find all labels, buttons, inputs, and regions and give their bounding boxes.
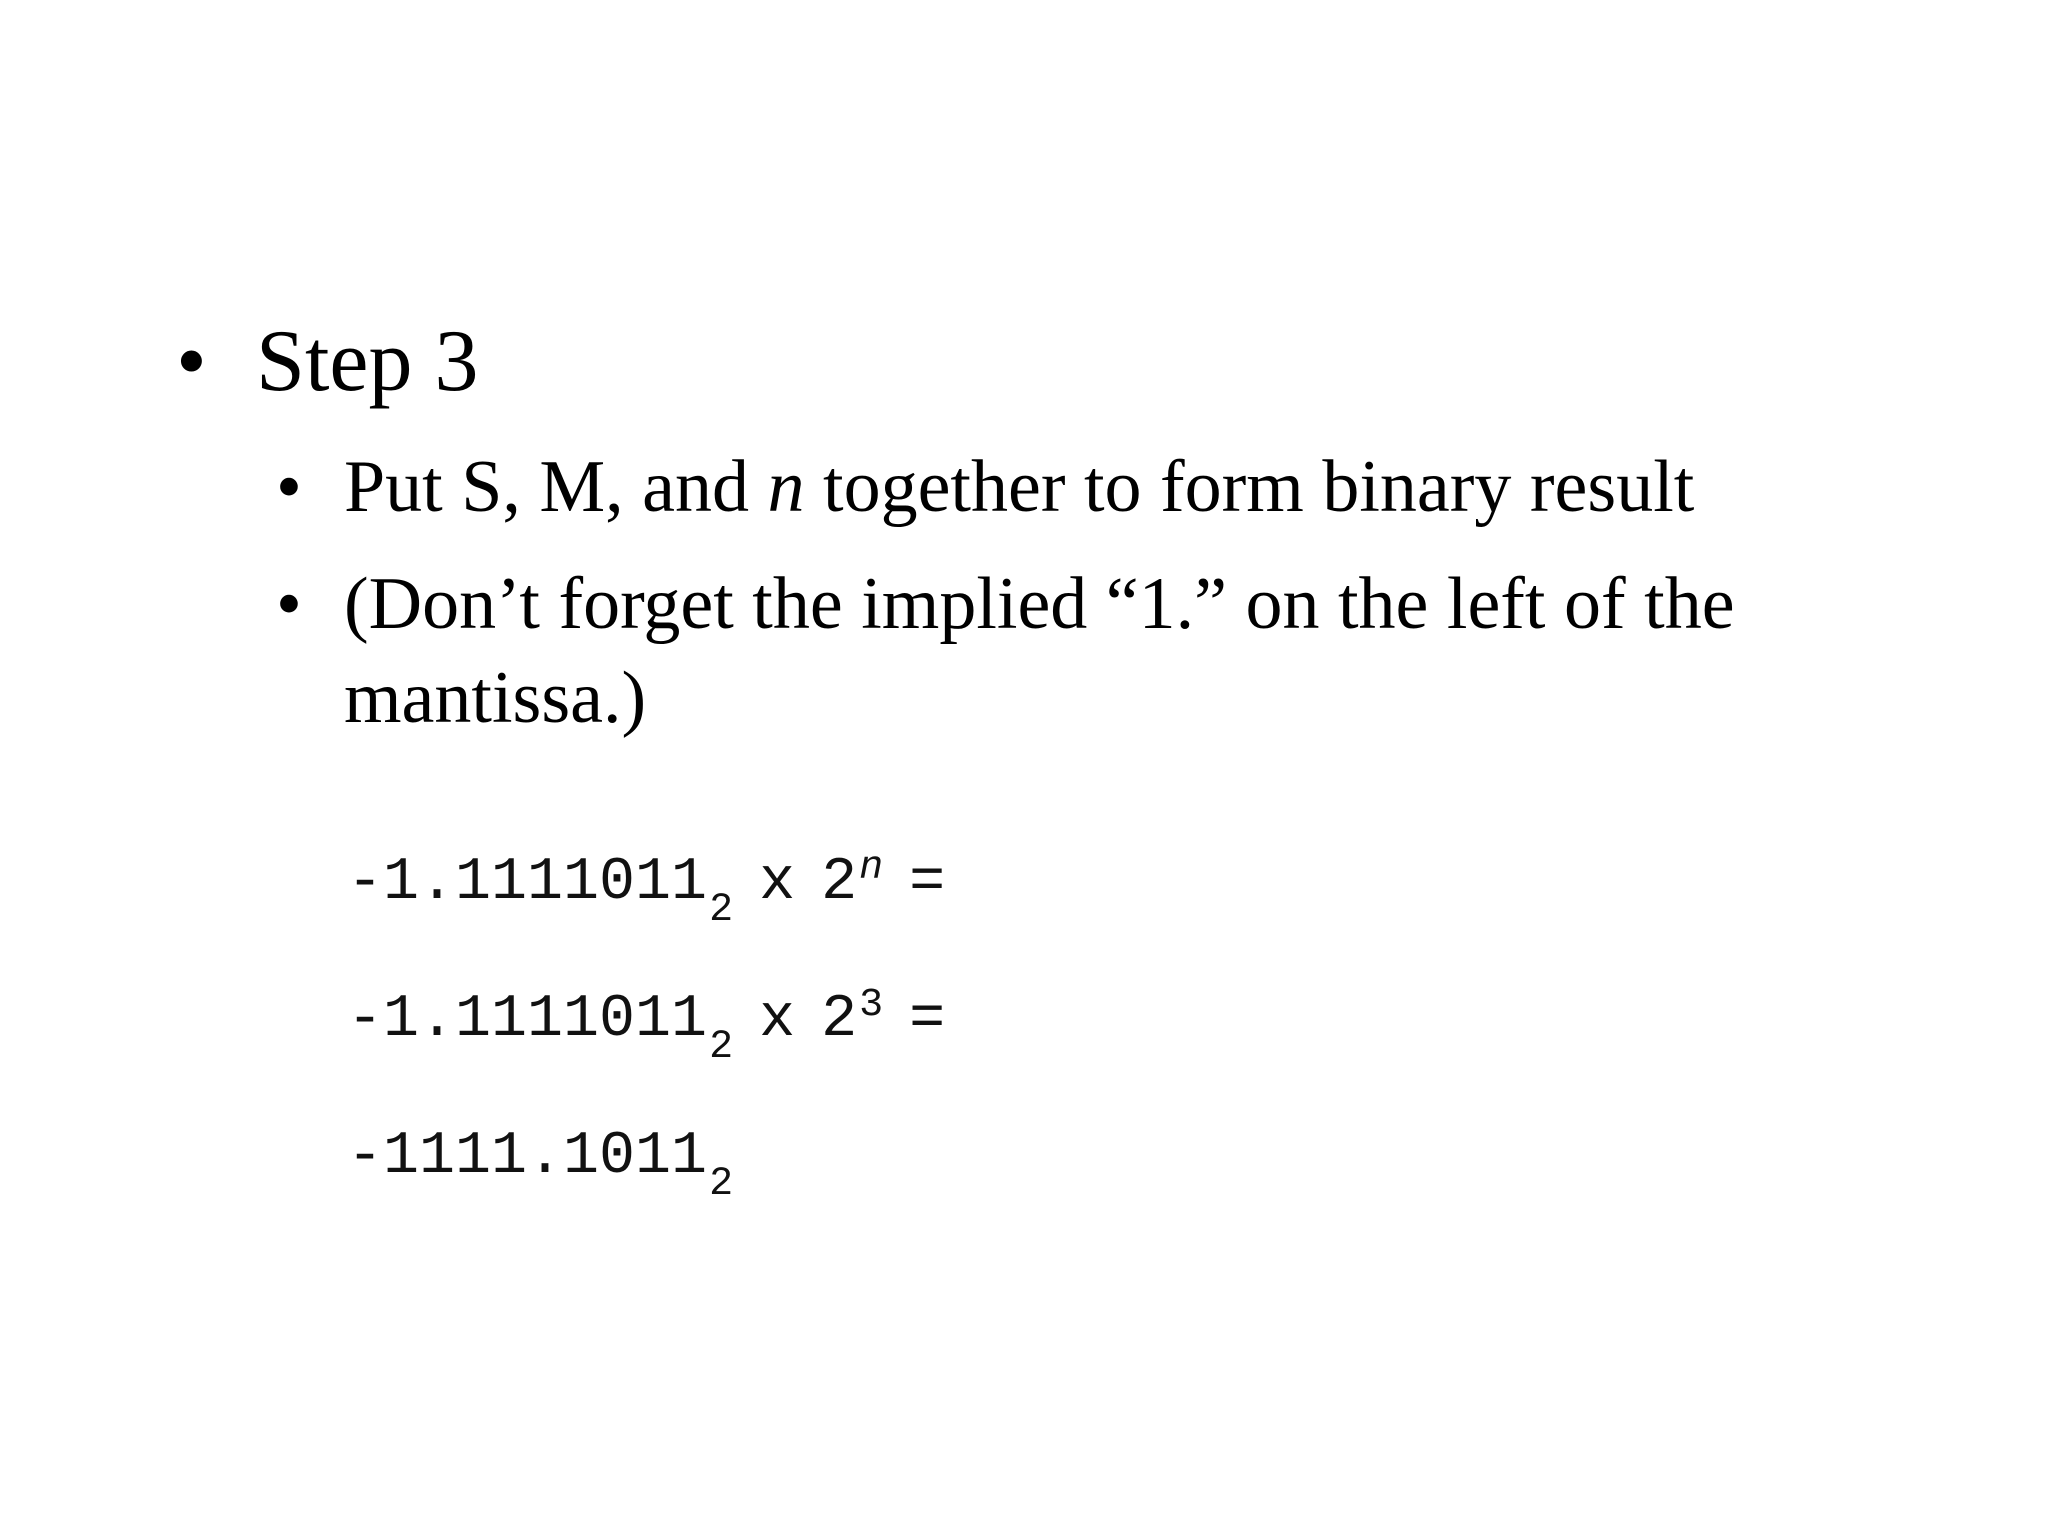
mantissa: -1.1111011 <box>347 986 708 1054</box>
equals-sign: = <box>909 986 946 1054</box>
bullet-icon: • <box>176 313 207 410</box>
step-heading: Step 3 <box>256 313 479 410</box>
italic-n: n <box>767 446 805 528</box>
base-subscript: 2 <box>709 888 734 933</box>
power-base: 2 <box>821 986 858 1054</box>
result-value: -1111.1011 <box>347 1123 708 1191</box>
times-sign: x <box>759 986 796 1054</box>
equals-sign: = <box>909 849 946 917</box>
bullet-icon: • <box>276 446 302 528</box>
formula-line-2 <box>347 983 946 1070</box>
formula-line-1 <box>347 846 946 933</box>
bullet-icon: • <box>276 563 302 645</box>
power-base: 2 <box>821 849 858 917</box>
exponent: n <box>859 846 884 891</box>
base-subscript: 2 <box>709 1025 734 1070</box>
exponent: 3 <box>859 983 884 1028</box>
times-sign: x <box>759 849 796 917</box>
sub-bullet-text <box>344 557 1904 745</box>
base-subscript: 2 <box>709 1162 734 1207</box>
text-before: Put S, M, and <box>344 446 768 528</box>
text-line-1: (Don’t forget the implied “1.” on the left of the <box>344 563 1735 645</box>
text-line-2: mantissa.) <box>344 657 647 739</box>
formula-line-3 <box>347 1122 734 1207</box>
mantissa: -1.1111011 <box>347 849 708 917</box>
text-after: together to form binary result <box>804 446 1695 528</box>
sub-bullet-text <box>344 440 1904 534</box>
